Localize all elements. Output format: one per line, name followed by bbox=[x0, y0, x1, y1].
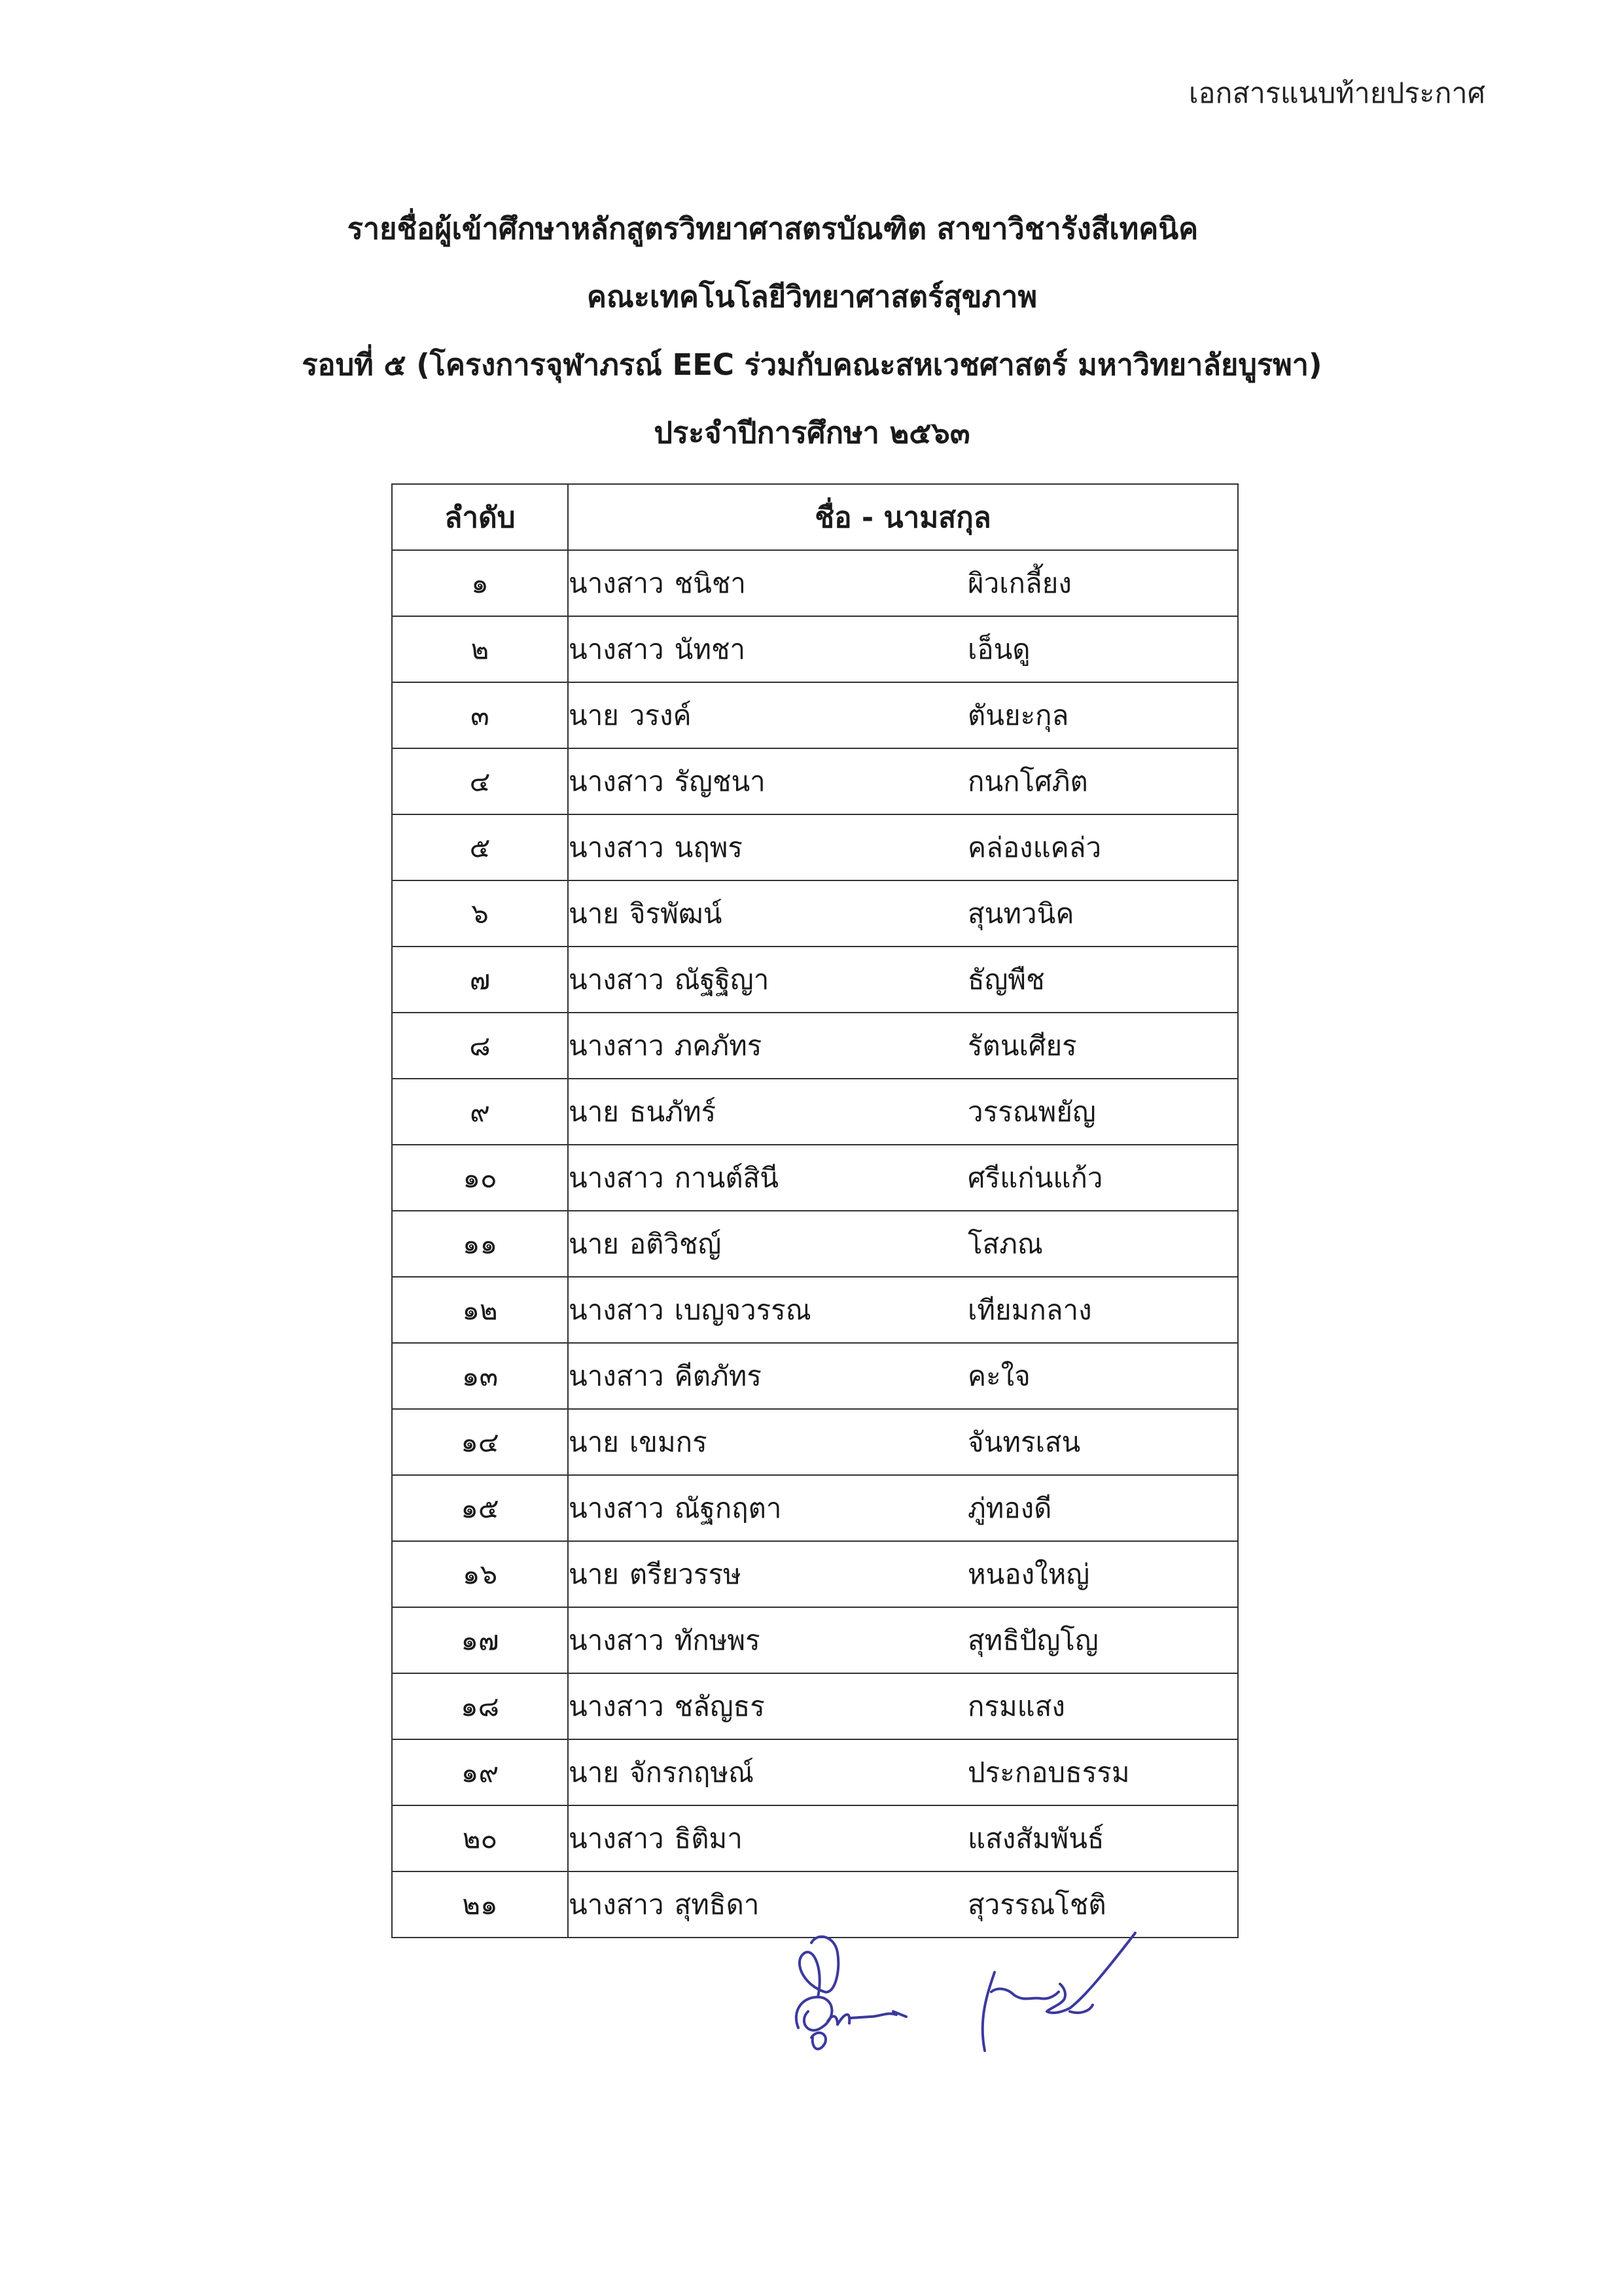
first-name: นัทชา bbox=[674, 633, 746, 665]
heading-line-4: ประจำปีการศึกษา ๒๕๖๓ bbox=[654, 415, 970, 450]
name-title: นางสาว bbox=[569, 831, 664, 863]
first-name: ธิติมา bbox=[674, 1822, 743, 1854]
row-number: ๕ bbox=[392, 814, 568, 880]
name-title: นางสาว bbox=[569, 963, 664, 996]
row-number: ๑ bbox=[392, 550, 568, 616]
row-full-name bbox=[568, 1739, 1238, 1805]
name-title: นางสาว bbox=[569, 1359, 664, 1392]
table-row bbox=[392, 682, 1238, 748]
table-row bbox=[392, 748, 1238, 814]
first-name: ทักษพร bbox=[674, 1624, 760, 1656]
row-full-name bbox=[568, 947, 1238, 1013]
last-name: สุนทวนิค bbox=[968, 897, 1074, 930]
name-title: นางสาว bbox=[569, 1029, 664, 1062]
table-row bbox=[392, 1475, 1238, 1541]
row-number: ๒๐ bbox=[392, 1805, 568, 1871]
row-full-name bbox=[568, 1343, 1238, 1409]
row-number: ๑๗ bbox=[392, 1607, 568, 1673]
table-row bbox=[392, 1739, 1238, 1805]
heading-line-1: รายชื่อผู้เข้าศึกษาหลักสูตรวิทยาศาสตรบัณฑิต สาขาวิชารังสีเทคนิค bbox=[347, 211, 1199, 246]
first-name: ณัฐกฤตา bbox=[674, 1491, 782, 1524]
first-name: ภคภัทร bbox=[674, 1029, 762, 1062]
row-full-name bbox=[568, 814, 1238, 880]
name-title: นาย bbox=[569, 1227, 619, 1260]
table-row bbox=[392, 1211, 1238, 1277]
signature-2-icon bbox=[983, 1933, 1135, 2051]
last-name: ธัญพืช bbox=[968, 963, 1045, 996]
table-row bbox=[392, 1541, 1238, 1607]
row-full-name bbox=[568, 1409, 1238, 1475]
row-number: ๒๑ bbox=[392, 1871, 568, 1938]
name-title: นางสาว bbox=[569, 633, 664, 665]
first-name: จักรกฤษณ์ bbox=[629, 1756, 754, 1788]
last-name: ประกอบธรรม bbox=[968, 1756, 1130, 1788]
table-row bbox=[392, 1607, 1238, 1673]
row-number: ๔ bbox=[392, 748, 568, 814]
row-full-name bbox=[568, 550, 1238, 616]
heading-line-3: รอบที่ ๕ (โครงการจุฬาภรณ์ EEC ร่วมกับคณะสหเวชศาสตร์ มหาวิทยาลัยบูรพา) bbox=[302, 347, 1322, 382]
row-number: ๖ bbox=[392, 880, 568, 947]
row-number: ๗ bbox=[392, 947, 568, 1013]
row-number: ๘ bbox=[392, 1013, 568, 1079]
row-full-name bbox=[568, 1277, 1238, 1343]
row-number: ๙ bbox=[392, 1079, 568, 1145]
first-name: สุทธิดา bbox=[674, 1888, 760, 1921]
last-name: วรรณพยัญ bbox=[968, 1095, 1096, 1128]
name-title: นาย bbox=[569, 1425, 619, 1458]
row-full-name bbox=[568, 880, 1238, 947]
table-header-row bbox=[392, 484, 1238, 550]
row-full-name bbox=[568, 1607, 1238, 1673]
last-name: รัตนเศียร bbox=[968, 1029, 1077, 1062]
name-title: นาย bbox=[569, 1756, 619, 1788]
name-title: นางสาว bbox=[569, 1161, 664, 1194]
last-name: แสงสัมพันธ์ bbox=[968, 1822, 1104, 1854]
name-title: นาย bbox=[569, 1095, 619, 1128]
table-row bbox=[392, 1145, 1238, 1211]
last-name: ตันยะกุล bbox=[968, 699, 1069, 731]
first-name: ธนภัทร์ bbox=[629, 1095, 716, 1128]
first-name: ชนิชา bbox=[674, 566, 746, 599]
first-name: ชลัญธร bbox=[674, 1690, 765, 1722]
row-number: ๑๙ bbox=[392, 1739, 568, 1805]
table-row bbox=[392, 1277, 1238, 1343]
name-title: นาย bbox=[569, 699, 619, 731]
first-name: คีตภัทร bbox=[674, 1359, 762, 1392]
name-title: นางสาว bbox=[569, 1293, 664, 1326]
header-order: ลำดับ bbox=[392, 484, 568, 550]
row-number: ๑๐ bbox=[392, 1145, 568, 1211]
row-number: ๑๑ bbox=[392, 1211, 568, 1277]
table-row bbox=[392, 880, 1238, 947]
student-roster-table bbox=[391, 483, 1239, 1938]
name-title: นางสาว bbox=[569, 566, 664, 599]
first-name: ณัฐฐิญา bbox=[674, 963, 769, 996]
last-name: หนองใหญ่ bbox=[968, 1557, 1090, 1590]
last-name: ศรีแก่นแก้ว bbox=[968, 1161, 1103, 1194]
first-name: วรงค์ bbox=[629, 699, 692, 731]
row-full-name bbox=[568, 1805, 1238, 1871]
name-title: นางสาว bbox=[569, 765, 664, 797]
table-row bbox=[392, 1805, 1238, 1871]
row-number: ๒ bbox=[392, 616, 568, 682]
first-name: เบญจวรรณ bbox=[674, 1293, 811, 1326]
first-name: รัญชนา bbox=[674, 765, 766, 797]
row-full-name bbox=[568, 748, 1238, 814]
name-title: นางสาว bbox=[569, 1690, 664, 1722]
name-title: นางสาว bbox=[569, 1491, 664, 1524]
row-number: ๓ bbox=[392, 682, 568, 748]
row-number: ๑๘ bbox=[392, 1673, 568, 1739]
last-name: คล่องแคล่ว bbox=[968, 831, 1102, 863]
row-full-name bbox=[568, 1079, 1238, 1145]
document-heading bbox=[0, 195, 1624, 467]
first-name: อติวิชญ์ bbox=[629, 1227, 722, 1260]
last-name: ผิวเกลี้ยง bbox=[968, 566, 1072, 599]
first-name: เขมกร bbox=[629, 1425, 707, 1458]
row-full-name bbox=[568, 1541, 1238, 1607]
name-title: นางสาว bbox=[569, 1624, 664, 1656]
row-full-name bbox=[568, 1211, 1238, 1277]
row-number: ๑๖ bbox=[392, 1541, 568, 1607]
row-full-name bbox=[568, 1475, 1238, 1541]
last-name: กรมแสง bbox=[968, 1690, 1065, 1722]
table-row bbox=[392, 1343, 1238, 1409]
last-name: โสภณ bbox=[968, 1227, 1043, 1260]
table-row bbox=[392, 1013, 1238, 1079]
name-title: นางสาว bbox=[569, 1888, 664, 1921]
row-full-name bbox=[568, 1673, 1238, 1739]
first-name: จิรพัฒน์ bbox=[629, 897, 722, 930]
first-name: ตรียวรรษ bbox=[629, 1557, 741, 1590]
row-number: ๑๒ bbox=[392, 1277, 568, 1343]
first-name: นฤพร bbox=[674, 831, 743, 863]
table-body bbox=[392, 550, 1238, 1938]
name-title: นาย bbox=[569, 897, 619, 930]
name-title: นางสาว bbox=[569, 1822, 664, 1854]
row-full-name bbox=[568, 1145, 1238, 1211]
row-number: ๑๕ bbox=[392, 1475, 568, 1541]
table-row bbox=[392, 616, 1238, 682]
annex-label: เอกสารแนบท้ายประกาศ bbox=[1188, 77, 1485, 110]
table-row bbox=[392, 1079, 1238, 1145]
row-number: ๑๓ bbox=[392, 1343, 568, 1409]
row-full-name bbox=[568, 682, 1238, 748]
signatures bbox=[772, 1913, 1230, 2070]
last-name: เอ็นดู bbox=[968, 633, 1031, 665]
first-name: กานต์สินี bbox=[674, 1161, 779, 1194]
header-full-name: ชื่อ - นามสกุล bbox=[568, 484, 1238, 550]
row-full-name bbox=[568, 1013, 1238, 1079]
name-title: นาย bbox=[569, 1557, 619, 1590]
table-row bbox=[392, 550, 1238, 616]
last-name: จันทรเสน bbox=[968, 1425, 1081, 1458]
table-row bbox=[392, 1673, 1238, 1739]
last-name: ภู่ทองดี bbox=[968, 1491, 1052, 1524]
signature-1-icon bbox=[796, 1937, 906, 2049]
heading-line-2: คณะเทคโนโลยีวิทยาศาสตร์สุขภาพ bbox=[586, 279, 1038, 314]
row-full-name bbox=[568, 616, 1238, 682]
row-number: ๑๔ bbox=[392, 1409, 568, 1475]
last-name: กนกโศภิต bbox=[968, 765, 1088, 797]
last-name: เทียมกลาง bbox=[968, 1293, 1092, 1326]
last-name: คะใจ bbox=[968, 1359, 1031, 1392]
table-row bbox=[392, 947, 1238, 1013]
table-row bbox=[392, 814, 1238, 880]
table-row bbox=[392, 1409, 1238, 1475]
last-name: สุวรรณโชติ bbox=[968, 1888, 1106, 1921]
last-name: สุทธิปัญโญ bbox=[968, 1624, 1099, 1656]
